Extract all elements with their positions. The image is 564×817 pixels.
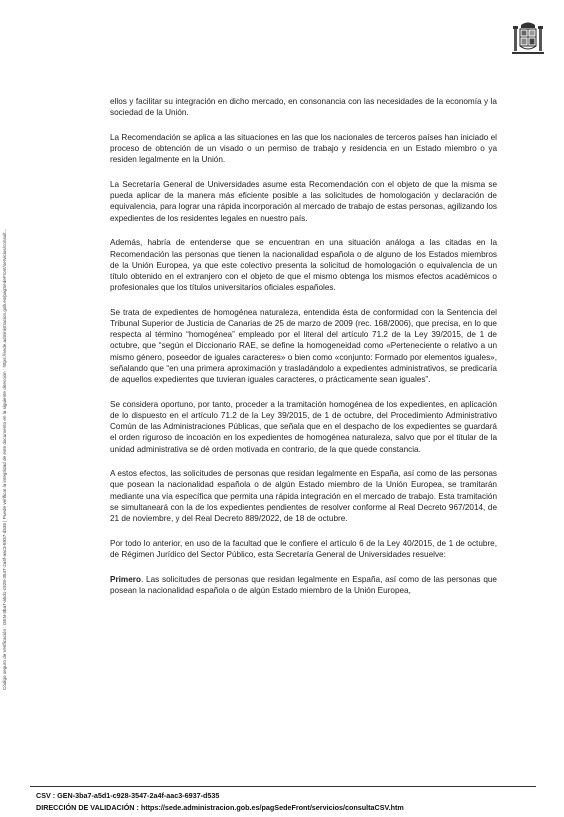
spanish-coat-of-arms-icon (510, 20, 546, 58)
resolution-paragraph (110, 574, 497, 596)
paragraph: La Recomendación se aplica a las situaciones en las que los nacionales de terceros países han iniciado el proceso de obtención de un visado o un permiso de trabajo y residencia en un Estado miembro o ya residen legalmente en la Unión. (110, 132, 497, 165)
paragraph: La Secretaría General de Universidades asume esta Recomendación con el objeto de que la misma se pueda aplicar de la manera más eficiente posible a las solicitudes de homologación y declaración de equivalencia, para lograr una rápida incorporación al mercado de trabajo de estas personas, agilizando los expedientes de los residentes legales en nuestro país. (110, 180, 497, 223)
paragraph: A estos efectos, las solicitudes de personas que residan legalmente en España, así como de las personas que posean la nacionalidad española o de algún Estado miembro de la Unión Europea, se tramitarán mediante una vía específica que permita una rápida integración en el mercado de trabajo. Esta tramitación se simultaneará con la de los expedientes pendientes de resolver conforme al Real Decreto 967/2014, de 21 de noviembre, y del Real Decreto 889/2022, de 18 de octubre. (110, 469, 497, 524)
footer-validation-link[interactable]: DIRECCIÓN DE VALIDACIÓN : https://sede.administracion.gob.es/pagSedeFront/servicios/consultaCSV.htm (36, 803, 404, 812)
paragraph: Además, habría de entenderse que se encuentran en una situación análoga a las citadas en la Recomendación las personas que tienen la nacionalidad española o de alguno de los Estados miembros de la Unión Europea, ya que este colectivo presenta la solicitud de homologación o equivalencia de un título obtenido en el extranjero con el objeto de que el mismo obtenga los mismos efectos académicos o profesionales que los títulos universitarios oficiales españoles. (110, 238, 497, 293)
resolution-text: . Las solicitudes de personas que residan legalmente en España, así como de las personas que posean la nacionalidad española o de algún Estado miembro de la Unión Europea, (110, 574, 497, 595)
paragraph: ellos y facilitar su integración en dicho mercado, en consonancia con las necesidades de la economía y la sociedad de la Unión. (110, 97, 497, 118)
footer-divider (30, 786, 536, 787)
document-body (110, 96, 497, 610)
paragraph: Por todo lo anterior, en uso de la facultad que le confiere el artículo 6 de la Ley 40/2015, de 1 de octubre, de Régimen Jurídico del Sector Público, esta Secretaría General de Universidades resuelve: (110, 538, 497, 559)
paragraph: Se trata de expedientes de homogénea naturaleza, entendida ésta de conformidad con la Sentencia del Tribunal Superior de Justicia de Canarias de 25 de marzo de 2009 (rec. 168/2006), que precisa, en lo que respecta al término “homogénea” empleado por el literal del artículo 71.2 de la Ley 39/2015, de 1 de octubre, que “según el Diccionario RAE, se define la homogeneidad como «Perteneciente o relativo a un mismo género, poseedor de iguales caracteres» o bien como «conjunto: Formado por elementos iguales», señalando que “en una primera aproximación y trasladándolo a expedientes administrativos, se predicaría de aquellos expedientes que tuvieran iguales caracteres, o prácticamente sean iguales”. (110, 307, 497, 385)
footer-csv: CSV : GEN-3ba7-a5d1-c928-3547-2a4f-aac3-6937-d535 (36, 791, 220, 800)
paragraph: Se considera oportuno, por tanto, proceder a la tramitación homogénea de los expedientes, en aplicación de lo dispuesto en el artículo 71.2 de la Ley 39/2015, de 1 de octubre, del Procedimiento Administrativo Común de las Administraciones Públicas, que señala que en el despacho de los expedientes se guardará el orden riguroso de incoación en los expedientes de homogénea naturaleza, salvo que por el titular de la unidad administrativa se dé orden motivada en contrario, de la que quede constancia. (110, 399, 497, 454)
resolution-lead: Primero (110, 574, 141, 584)
verification-side-note: Código seguro de Verificación : GEN-3ba7-a5d1-c928-3547-2a4f-aac3-6937-d535 | Puede verificar la integridad de este documento en la siguiente dirección : https://sede.administracion.gob.es/pagSedeFront/servicios/consult... (2, 228, 7, 690)
